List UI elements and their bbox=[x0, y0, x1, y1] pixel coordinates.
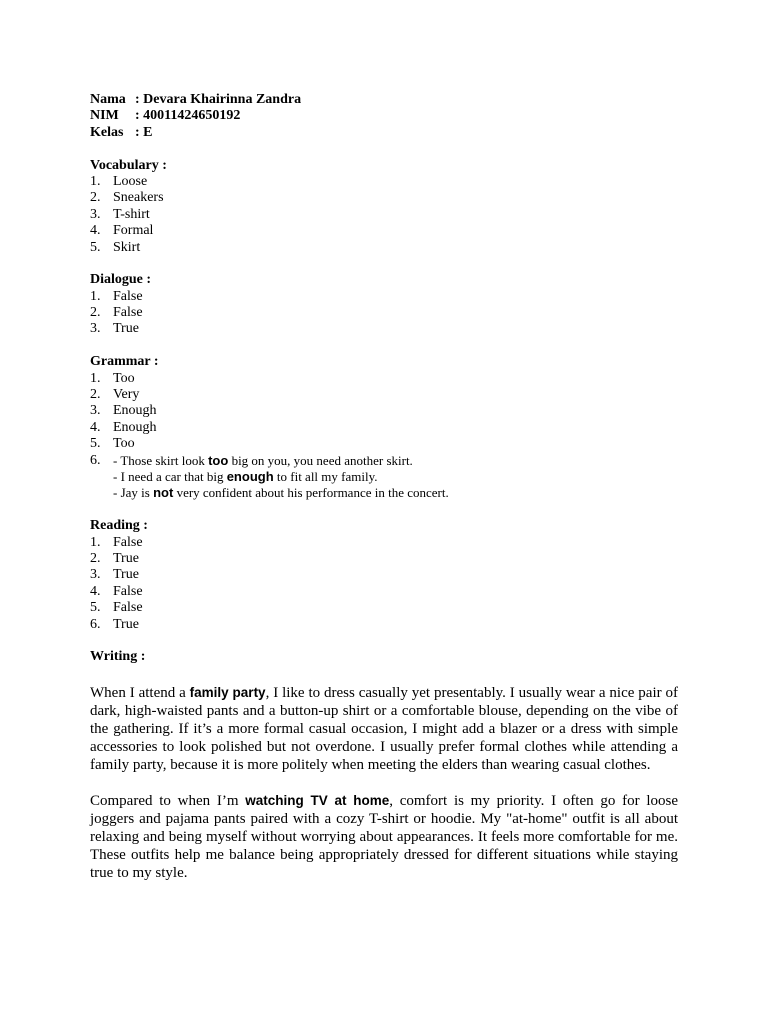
nim-label: NIM bbox=[90, 108, 119, 124]
sentence-text: big on you, you need another skirt. bbox=[228, 452, 413, 468]
item-number: 3. bbox=[90, 206, 101, 222]
paragraph-text: Compared to when I’m bbox=[90, 792, 246, 809]
grammar-title: Grammar : bbox=[90, 354, 159, 370]
item-answer: Sneakers bbox=[113, 190, 164, 206]
list-item bbox=[90, 371, 678, 387]
dialogue-title: Dialogue : bbox=[90, 272, 152, 288]
list-item bbox=[90, 223, 678, 239]
paragraph-text: When I attend a bbox=[90, 684, 190, 701]
item-answer: True bbox=[113, 321, 139, 337]
writing-section bbox=[90, 649, 678, 881]
item-answer: False bbox=[113, 288, 143, 304]
sentence-keyword: enough bbox=[226, 468, 274, 484]
grammar-sentence bbox=[90, 485, 678, 501]
item-number: 3. bbox=[90, 403, 101, 419]
name-label: Nama bbox=[90, 92, 126, 107]
list-item bbox=[90, 436, 678, 452]
list-item bbox=[90, 535, 678, 551]
sentence-text: to fit all my family. bbox=[273, 468, 378, 484]
writing-paragraph-2 bbox=[90, 792, 678, 882]
grammar-sentence bbox=[90, 469, 678, 485]
list-item bbox=[90, 567, 678, 583]
item-number: 1. bbox=[90, 173, 101, 189]
item-answer: Enough bbox=[113, 419, 157, 435]
item-answer: False bbox=[113, 583, 143, 599]
item-answer: Skirt bbox=[113, 239, 141, 255]
sentence-text: very confident about his performance in the concert. bbox=[173, 485, 449, 501]
name-row bbox=[90, 92, 678, 108]
sentence-text: - Those skirt look bbox=[113, 452, 209, 468]
list-item bbox=[90, 403, 678, 419]
item-number: 1. bbox=[90, 370, 101, 386]
grammar-list bbox=[90, 371, 678, 469]
item-answer: False bbox=[113, 534, 143, 550]
class-value: : E bbox=[135, 124, 153, 140]
list-item bbox=[90, 420, 678, 436]
vocabulary-list bbox=[90, 174, 678, 256]
nim-value: : 40011424650192 bbox=[135, 108, 241, 124]
name-value: : Devara Khairinna Zandra bbox=[135, 92, 302, 107]
grammar-section bbox=[90, 354, 678, 502]
item-answer: Formal bbox=[113, 223, 154, 239]
writing-paragraph-1 bbox=[90, 684, 678, 774]
item-number: 6. bbox=[90, 616, 101, 632]
item-answer: True bbox=[113, 567, 139, 583]
sentence-keyword: too bbox=[208, 452, 229, 468]
item-number: 1. bbox=[90, 288, 101, 304]
dialogue-section bbox=[90, 272, 678, 338]
item-answer: True bbox=[113, 616, 139, 632]
sentence-text: - Jay is bbox=[113, 485, 154, 501]
item-number: 4. bbox=[90, 419, 101, 435]
item-answer: False bbox=[113, 600, 143, 616]
list-item bbox=[90, 305, 678, 321]
list-item bbox=[90, 289, 678, 305]
dialogue-list bbox=[90, 289, 678, 338]
sentence-text: - I need a car that big bbox=[113, 468, 227, 484]
item-answer: True bbox=[113, 550, 139, 566]
item-number: 5. bbox=[90, 436, 101, 452]
list-item bbox=[90, 453, 678, 469]
writing-title: Writing : bbox=[90, 649, 146, 665]
reading-section bbox=[90, 518, 678, 633]
item-number: 4. bbox=[90, 583, 101, 599]
item-number: 5. bbox=[90, 600, 101, 616]
list-item bbox=[90, 321, 678, 337]
reading-list bbox=[90, 535, 678, 633]
nim-row bbox=[90, 108, 678, 124]
list-item bbox=[90, 600, 678, 616]
item-number: 2. bbox=[90, 387, 101, 403]
item-answer: False bbox=[113, 305, 143, 321]
item-answer: Loose bbox=[113, 173, 148, 189]
list-item bbox=[90, 617, 678, 633]
class-row bbox=[90, 125, 678, 141]
student-info bbox=[90, 92, 678, 141]
item-number: 2. bbox=[90, 190, 101, 206]
vocabulary-section bbox=[90, 158, 678, 256]
item-number: 5. bbox=[90, 239, 101, 255]
grammar-sentence bbox=[113, 453, 413, 469]
item-answer: T-shirt bbox=[113, 206, 150, 222]
paragraph-keyword: watching TV at home bbox=[245, 792, 390, 808]
list-item bbox=[90, 190, 678, 206]
vocabulary-title: Vocabulary : bbox=[90, 157, 167, 173]
list-item bbox=[90, 551, 678, 567]
sentence-keyword: not bbox=[153, 485, 174, 501]
item-number: 3. bbox=[90, 321, 101, 337]
item-number: 4. bbox=[90, 223, 101, 239]
item-number: 1. bbox=[90, 534, 101, 550]
item-number: 3. bbox=[90, 567, 101, 583]
item-number: 2. bbox=[90, 550, 101, 566]
item-answer: Too bbox=[113, 370, 135, 386]
item-answer: Very bbox=[113, 387, 140, 403]
paragraph-keyword: family party bbox=[189, 684, 266, 700]
document-page bbox=[90, 92, 678, 882]
item-answer: Enough bbox=[113, 403, 157, 419]
paragraph-text: , comfort is my priority. I often go for loose joggers and pajama pants paired with a cozy T-shirt or hoodie. My "at-home" outfit is all about relaxing and being myself without worrying about appearances. It feels more comfortable for me. These outfits help me balance being appropriately dressed for different situations while staying true to my style. bbox=[90, 792, 678, 881]
reading-title: Reading : bbox=[90, 518, 148, 534]
item-answer: Too bbox=[113, 436, 135, 452]
class-label: Kelas bbox=[90, 124, 124, 140]
list-item bbox=[90, 174, 678, 190]
list-item bbox=[90, 207, 678, 223]
item-number: 6. bbox=[90, 452, 101, 468]
item-number: 2. bbox=[90, 305, 101, 321]
list-item bbox=[90, 387, 678, 403]
list-item bbox=[90, 240, 678, 256]
paragraph-text: , I like to dress casually yet presentably. I usually wear a nice pair of dark, high-waisted pants and a button-up shirt or a comfortable blouse, depending on the vibe of the gathering. If it’s a more formal casual occasion, I might add a blazer or a dress with simple accessories to look polished but not overdone. I usually prefer formal clothes while attending a family party, because it is more politely when meeting the elders than wearing casual clothes. bbox=[90, 684, 678, 773]
list-item bbox=[90, 584, 678, 600]
